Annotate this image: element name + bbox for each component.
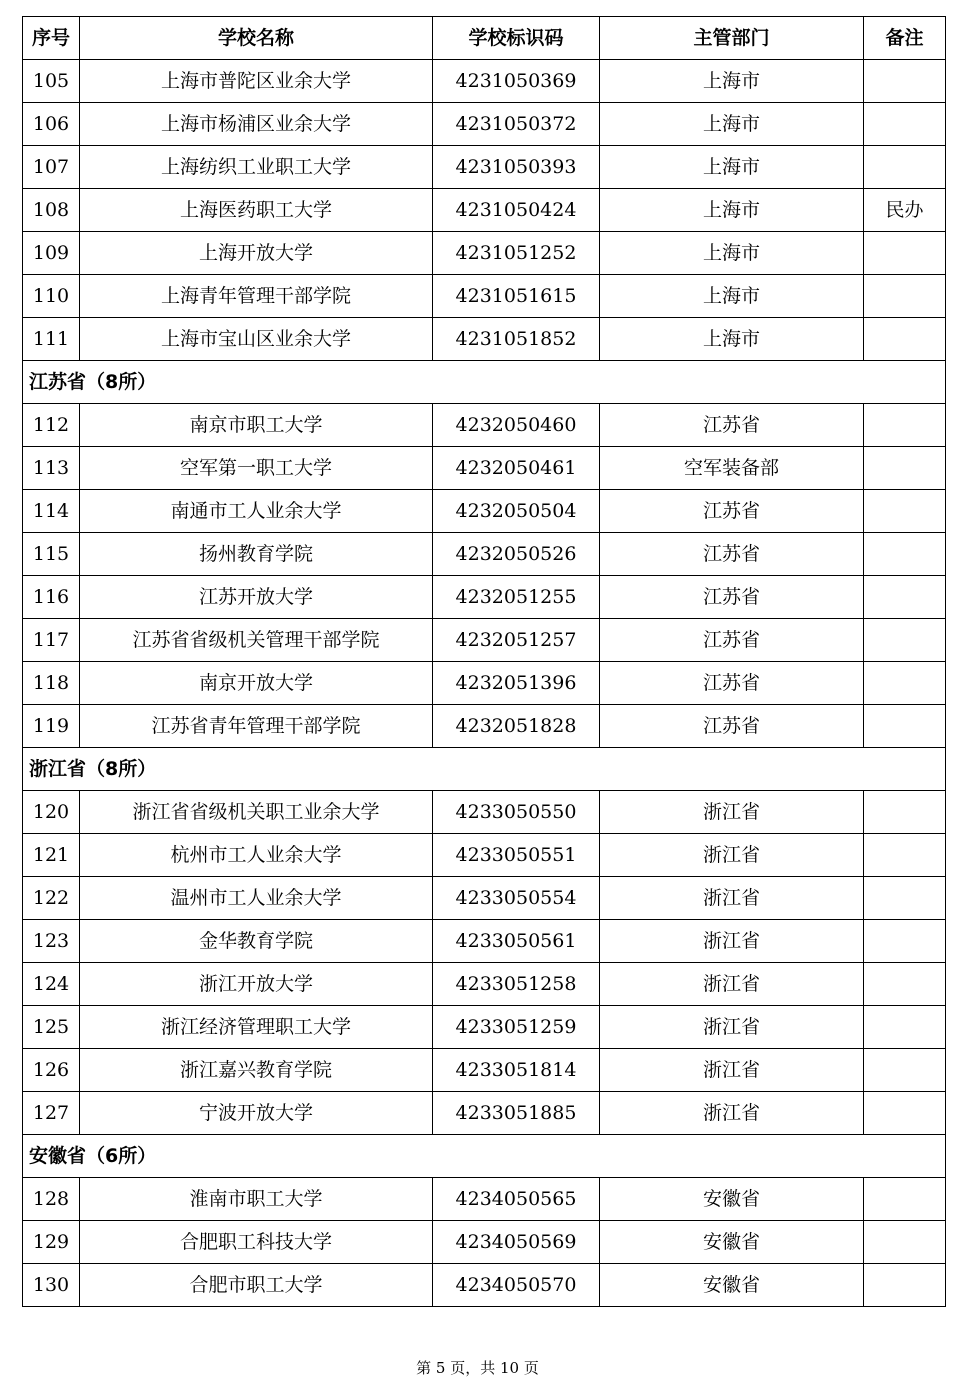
school-name: 空军第一职工大学 [80,447,433,490]
department: 浙江省 [600,920,864,963]
table-row [23,963,946,1006]
school-code: 4233050551 [433,834,600,877]
school-code: 4232051828 [433,705,600,748]
table-row [23,705,946,748]
school-code: 4231050369 [433,60,600,103]
table-row [23,60,946,103]
table-row [23,275,946,318]
note [864,1049,946,1092]
school-name: 浙江经济管理职工大学 [80,1006,433,1049]
department: 上海市 [600,232,864,275]
section-label: 江苏省（8所） [23,361,946,404]
row-number: 105 [23,60,80,103]
school-code: 4231051852 [433,318,600,361]
table-row [23,1264,946,1307]
note [864,533,946,576]
department: 江苏省 [600,619,864,662]
row-number: 118 [23,662,80,705]
school-name: 南京市职工大学 [80,404,433,447]
school-name: 南通市工人业余大学 [80,490,433,533]
row-number: 124 [23,963,80,1006]
school-code: 4232050461 [433,447,600,490]
row-number: 110 [23,275,80,318]
school-name: 上海纺织工业职工大学 [80,146,433,189]
table-body [23,60,946,1307]
department: 江苏省 [600,533,864,576]
department: 上海市 [600,189,864,232]
table-row [23,920,946,963]
table-row [23,877,946,920]
school-name: 上海市普陀区业余大学 [80,60,433,103]
table-row [23,533,946,576]
table-row [23,1006,946,1049]
table-row [23,318,946,361]
school-name: 合肥职工科技大学 [80,1221,433,1264]
section-label: 浙江省（8所） [23,748,946,791]
school-code: 4231050424 [433,189,600,232]
row-number: 120 [23,791,80,834]
school-code: 4234050565 [433,1178,600,1221]
note [864,576,946,619]
header-note: 备注 [864,17,946,60]
department: 上海市 [600,275,864,318]
row-number: 115 [23,533,80,576]
row-number: 114 [23,490,80,533]
table-row [23,146,946,189]
school-code: 4233050554 [433,877,600,920]
header-department: 主管部门 [600,17,864,60]
department: 浙江省 [600,1049,864,1092]
department: 上海市 [600,146,864,189]
row-number: 116 [23,576,80,619]
school-name: 上海市杨浦区业余大学 [80,103,433,146]
note [864,1264,946,1307]
row-number: 109 [23,232,80,275]
school-code: 4233051814 [433,1049,600,1092]
note [864,490,946,533]
note [864,318,946,361]
note [864,1221,946,1264]
row-number: 112 [23,404,80,447]
department: 浙江省 [600,1092,864,1135]
school-name: 浙江省省级机关职工业余大学 [80,791,433,834]
school-code: 4233050561 [433,920,600,963]
note [864,877,946,920]
row-number: 107 [23,146,80,189]
header-school-code: 学校标识码 [433,17,600,60]
school-code: 4232051257 [433,619,600,662]
department: 上海市 [600,60,864,103]
note [864,705,946,748]
table-row [23,576,946,619]
department: 上海市 [600,318,864,361]
school-code: 4233050550 [433,791,600,834]
section-row [23,748,946,791]
note [864,146,946,189]
school-code: 4232051255 [433,576,600,619]
department: 浙江省 [600,963,864,1006]
school-name: 上海开放大学 [80,232,433,275]
section-row [23,361,946,404]
row-number: 127 [23,1092,80,1135]
note [864,404,946,447]
school-name: 上海青年管理干部学院 [80,275,433,318]
header-row [23,17,946,60]
department: 江苏省 [600,490,864,533]
table-row [23,404,946,447]
school-name: 浙江嘉兴教育学院 [80,1049,433,1092]
row-number: 119 [23,705,80,748]
school-code: 4231050372 [433,103,600,146]
note [864,60,946,103]
school-name: 上海医药职工大学 [80,189,433,232]
school-name: 江苏省青年管理干部学院 [80,705,433,748]
school-code: 4234050570 [433,1264,600,1307]
row-number: 113 [23,447,80,490]
department: 浙江省 [600,1006,864,1049]
school-code: 4231050393 [433,146,600,189]
school-list-table [22,16,946,1307]
school-code: 4232050460 [433,404,600,447]
section-row [23,1135,946,1178]
table-row [23,189,946,232]
school-name: 宁波开放大学 [80,1092,433,1135]
table-row [23,1092,946,1135]
table-row [23,232,946,275]
row-number: 106 [23,103,80,146]
note [864,232,946,275]
note [864,834,946,877]
note [864,1092,946,1135]
row-number: 125 [23,1006,80,1049]
note [864,963,946,1006]
department: 安徽省 [600,1264,864,1307]
school-name: 扬州教育学院 [80,533,433,576]
table-row [23,1221,946,1264]
school-code: 4231051615 [433,275,600,318]
school-name: 江苏省省级机关管理干部学院 [80,619,433,662]
header-school-name: 学校名称 [80,17,433,60]
note [864,275,946,318]
school-name: 温州市工人业余大学 [80,877,433,920]
school-name: 上海市宝山区业余大学 [80,318,433,361]
note [864,103,946,146]
table-row [23,103,946,146]
note [864,791,946,834]
row-number: 128 [23,1178,80,1221]
row-number: 121 [23,834,80,877]
table-row [23,1049,946,1092]
school-code: 4232051396 [433,662,600,705]
department: 空军装备部 [600,447,864,490]
department: 上海市 [600,103,864,146]
table-row [23,1178,946,1221]
section-label: 安徽省（6所） [23,1135,946,1178]
row-number: 130 [23,1264,80,1307]
school-code: 4233051885 [433,1092,600,1135]
note [864,619,946,662]
row-number: 126 [23,1049,80,1092]
note [864,920,946,963]
table-row [23,447,946,490]
note [864,662,946,705]
department: 安徽省 [600,1221,864,1264]
note [864,1178,946,1221]
table-row [23,619,946,662]
department: 安徽省 [600,1178,864,1221]
department: 江苏省 [600,662,864,705]
note [864,447,946,490]
row-number: 123 [23,920,80,963]
page-footer: 第 5 页，共 10 页 [416,1359,539,1377]
note [864,1006,946,1049]
row-number: 111 [23,318,80,361]
row-number: 108 [23,189,80,232]
school-name: 金华教育学院 [80,920,433,963]
table-row [23,834,946,877]
department: 浙江省 [600,834,864,877]
row-number: 129 [23,1221,80,1264]
department: 浙江省 [600,791,864,834]
table-row [23,791,946,834]
department: 江苏省 [600,576,864,619]
school-code: 4232050526 [433,533,600,576]
school-code: 4233051259 [433,1006,600,1049]
row-number: 122 [23,877,80,920]
school-code: 4234050569 [433,1221,600,1264]
school-name: 南京开放大学 [80,662,433,705]
school-name: 浙江开放大学 [80,963,433,1006]
row-number: 117 [23,619,80,662]
school-name: 杭州市工人业余大学 [80,834,433,877]
header-no: 序号 [23,17,80,60]
table-row [23,662,946,705]
school-name: 淮南市职工大学 [80,1178,433,1221]
department: 江苏省 [600,705,864,748]
table-row [23,490,946,533]
department: 江苏省 [600,404,864,447]
school-code: 4231051252 [433,232,600,275]
school-code: 4233051258 [433,963,600,1006]
note: 民办 [864,189,946,232]
school-name: 江苏开放大学 [80,576,433,619]
school-name: 合肥市职工大学 [80,1264,433,1307]
table-header [23,17,946,60]
school-code: 4232050504 [433,490,600,533]
department: 浙江省 [600,877,864,920]
